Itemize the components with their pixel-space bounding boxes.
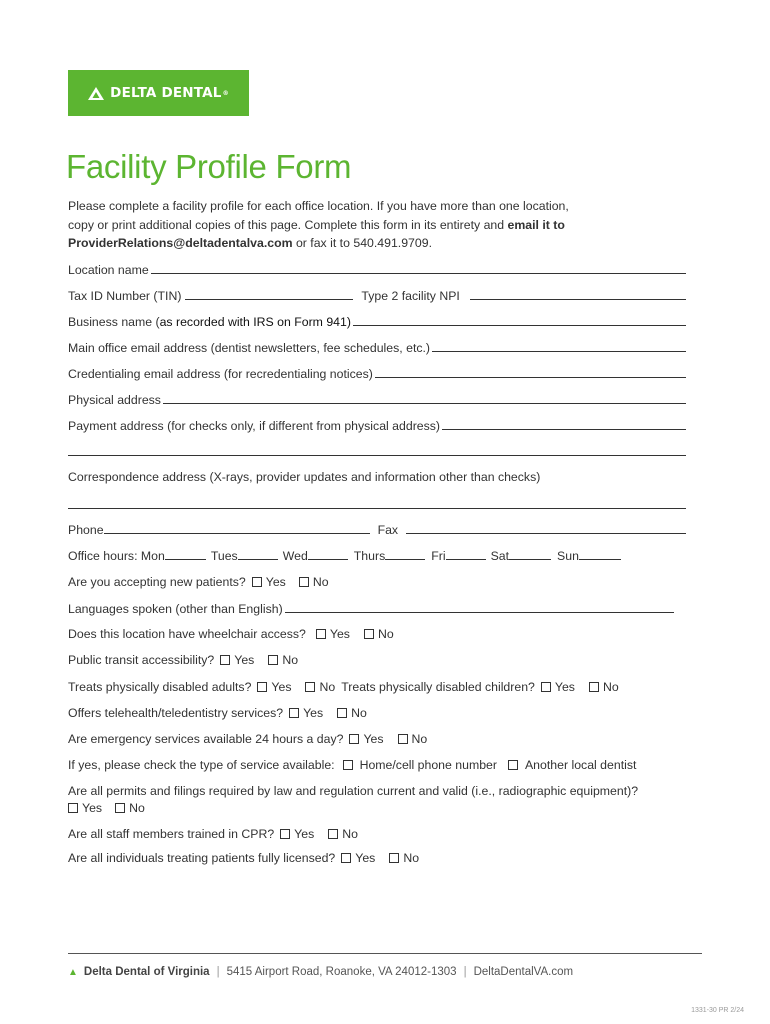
hours-mon-field[interactable] — [165, 548, 206, 560]
cred-email-field[interactable] — [375, 366, 686, 378]
new-patients-question: Are you accepting new patients? — [68, 575, 246, 589]
permits-row — [68, 784, 708, 800]
licensed-row — [68, 851, 686, 867]
no-label: No — [342, 827, 358, 841]
footer-org: Delta Dental of Virginia — [83, 966, 210, 978]
payment-address-row — [68, 418, 686, 434]
tax-id-field[interactable] — [185, 288, 353, 300]
delta-triangle-icon — [88, 87, 104, 100]
transit-row — [68, 653, 686, 669]
checkbox[interactable] — [280, 829, 290, 839]
telehealth-no[interactable] — [337, 706, 367, 720]
yes-label: Yes — [234, 653, 255, 667]
hours-sat-label: Sat — [490, 549, 510, 563]
footer — [68, 966, 573, 978]
intro-email-emphasis: email it to — [507, 217, 565, 232]
emergency-row — [68, 732, 686, 748]
disabled-row — [68, 680, 686, 696]
permits-no[interactable] — [115, 801, 145, 815]
checkbox[interactable] — [349, 734, 359, 744]
hours-sun-label: Sun — [557, 549, 579, 563]
location-name-label: Location name — [68, 263, 149, 277]
disabled-children-no[interactable] — [589, 680, 619, 694]
checkbox[interactable] — [508, 760, 518, 770]
phone-field[interactable] — [104, 522, 370, 534]
tin-npi-row — [68, 288, 686, 304]
permits-options-row — [68, 801, 686, 817]
languages-label: Languages spoken (other than English) — [68, 602, 283, 616]
footer-website[interactable]: DeltaDentalVA.com — [473, 966, 574, 978]
checkbox[interactable] — [220, 655, 230, 665]
hours-thu-field[interactable] — [385, 548, 425, 560]
footer-separator: | — [216, 966, 220, 978]
main-email-row — [68, 340, 686, 356]
no-label: No — [411, 732, 428, 746]
wheelchair-row — [68, 627, 686, 643]
disabled-children-question: Treats physically disabled children? — [341, 680, 535, 694]
yes-label: Yes — [265, 575, 286, 589]
business-name-label: Business name ( — [68, 315, 160, 329]
intro-paragraph — [68, 197, 688, 253]
payment-address-label: Payment address (for checks only, if different from physical address) — [68, 419, 441, 433]
yes-label: Yes — [329, 627, 350, 641]
business-name-note: as recorded with IRS on Form 941) — [159, 315, 351, 329]
location-name-row — [68, 262, 686, 278]
checkbox[interactable] — [328, 829, 338, 839]
hours-sun-field[interactable] — [579, 548, 621, 560]
no-label: No — [319, 680, 336, 694]
emergency-question: Are emergency services available 24 hours a day? — [68, 732, 344, 746]
checkbox[interactable] — [115, 803, 125, 813]
new-patients-no[interactable] — [299, 575, 329, 589]
cred-email-label: Credentialing email address (for recredentialing notices) — [68, 367, 373, 381]
business-name-field[interactable] — [353, 314, 686, 326]
new-patients-row — [68, 575, 686, 591]
npi-field[interactable] — [470, 288, 686, 300]
licensed-no[interactable] — [389, 851, 419, 865]
payment-address-line-2[interactable] — [68, 455, 686, 456]
cred-email-row — [68, 366, 686, 382]
checkbox[interactable] — [398, 734, 408, 744]
correspondence-field[interactable] — [68, 508, 686, 509]
disabled-adults-question: Treats physically disabled adults? — [68, 680, 252, 694]
fax-text: or fax it to 540.491.9709. — [292, 236, 432, 250]
emergency-no[interactable] — [398, 732, 428, 746]
yes-label: Yes — [271, 680, 292, 694]
fax-label: Fax — [377, 523, 399, 537]
hours-tue-label: Tues — [210, 549, 238, 563]
hours-thu-label: Thurs — [353, 549, 386, 563]
permits-question: Are all permits and filings required by law and regulation current and valid (i.e., radiographic equipment)? — [68, 784, 639, 798]
disabled-adults-no[interactable] — [305, 680, 335, 694]
no-label: No — [351, 706, 367, 720]
no-label: No — [377, 627, 394, 641]
no-label: No — [403, 851, 420, 865]
fax-field[interactable] — [406, 522, 686, 534]
intro-line-1: Please complete a facility profile for each office location. If you have more than one location, — [68, 199, 569, 213]
checkbox[interactable] — [68, 803, 78, 813]
checkbox[interactable] — [541, 682, 551, 692]
main-email-label: Main office email address (dentist newsletters, fee schedules, etc.) — [68, 341, 431, 355]
service-opt1-label: Home/cell phone number — [359, 758, 497, 772]
transit-no[interactable] — [268, 653, 298, 667]
checkbox[interactable] — [268, 655, 278, 665]
intro-line-2 — [68, 216, 688, 235]
business-name-row — [68, 314, 686, 330]
service-local-dentist[interactable] — [508, 758, 636, 772]
wheelchair-yes[interactable] — [316, 627, 350, 641]
checkbox[interactable] — [389, 853, 399, 863]
permits-yes[interactable] — [68, 801, 102, 815]
checkbox[interactable] — [343, 760, 353, 770]
hours-tue-field[interactable] — [238, 548, 278, 560]
checkbox[interactable] — [337, 708, 347, 718]
intro-line-3 — [68, 234, 688, 253]
telehealth-yes[interactable] — [289, 706, 323, 720]
languages-row — [68, 601, 674, 617]
form-code: 1331-30 PR 2/24 — [691, 1007, 744, 1014]
service-opt2-label: Another local dentist — [524, 758, 637, 772]
npi-label: Type 2 facility NPI — [361, 289, 460, 303]
telehealth-row — [68, 706, 686, 722]
service-type-row — [68, 758, 686, 774]
checkbox[interactable] — [257, 682, 267, 692]
checkbox[interactable] — [364, 629, 374, 639]
checkbox[interactable] — [341, 853, 351, 863]
new-patients-yes[interactable] — [252, 575, 286, 589]
hours-mon-label: Office hours: Mon — [68, 549, 165, 563]
licensed-question: Are all individuals treating patients fully licensed? — [68, 851, 336, 865]
main-email-field[interactable] — [432, 340, 686, 352]
emergency-yes[interactable] — [349, 732, 383, 746]
no-label: No — [602, 680, 619, 694]
physical-address-field[interactable] — [163, 392, 686, 404]
intro-text: copy or print additional copies of this page. Complete this form in its entirety and — [68, 217, 508, 232]
checkbox[interactable] — [316, 629, 326, 639]
phone-fax-row — [68, 522, 686, 538]
yes-label: Yes — [363, 732, 384, 746]
hours-wed-label: Wed — [282, 549, 308, 563]
checkbox[interactable] — [299, 577, 309, 587]
footer-address: 5415 Airport Road, Roanoke, VA 24012-1303 — [226, 966, 457, 978]
physical-address-row — [68, 392, 686, 408]
footer-separator: | — [463, 966, 467, 978]
yes-label: Yes — [82, 801, 103, 815]
yes-label: Yes — [294, 827, 315, 841]
wheelchair-question: Does this location have wheelchair access? — [68, 627, 306, 641]
yes-label: Yes — [554, 680, 575, 694]
disabled-adults-yes[interactable] — [257, 680, 291, 694]
disabled-children-yes[interactable] — [541, 680, 575, 694]
provider-relations-email[interactable]: ProviderRelations@deltadentalva.com — [68, 236, 293, 250]
checkbox[interactable] — [289, 708, 299, 718]
yes-label: Yes — [303, 706, 324, 720]
hours-fri-label: Fri — [431, 549, 446, 563]
payment-address-field[interactable] — [442, 418, 686, 430]
office-hours-row — [68, 548, 686, 564]
no-label: No — [282, 653, 299, 667]
cpr-row — [68, 827, 686, 843]
delta-triangle-icon: ▲ — [68, 966, 78, 978]
transit-question: Public transit accessibility? — [68, 653, 215, 667]
no-label: No — [312, 575, 329, 589]
brand-name: DELTA DENTAL — [110, 85, 222, 101]
delta-dental-logo — [68, 70, 249, 116]
service-type-question: If yes, please check the type of service available: — [68, 758, 335, 772]
tax-id-label: Tax ID Number (TIN) — [68, 289, 182, 303]
service-home-cell[interactable] — [343, 758, 497, 772]
licensed-yes[interactable] — [341, 851, 375, 865]
hours-fri-field[interactable] — [446, 548, 486, 560]
checkbox[interactable] — [589, 682, 599, 692]
wheelchair-no[interactable] — [364, 627, 394, 641]
cpr-yes[interactable] — [280, 827, 314, 841]
hours-sat-field[interactable] — [509, 548, 551, 560]
transit-yes[interactable] — [220, 653, 254, 667]
phone-label: Phone — [68, 523, 104, 537]
checkbox[interactable] — [252, 577, 262, 587]
checkbox[interactable] — [305, 682, 315, 692]
location-name-field[interactable] — [151, 262, 686, 274]
languages-field[interactable] — [285, 601, 674, 613]
correspondence-label: Correspondence address (X-rays, provider updates and information other than checks) — [68, 470, 541, 484]
no-label: No — [129, 801, 145, 815]
telehealth-question: Offers telehealth/teledentistry services? — [68, 706, 284, 720]
correspondence-row — [68, 470, 686, 486]
cpr-no[interactable] — [328, 827, 358, 841]
page-title: Facility Profile Form — [66, 148, 352, 185]
hours-wed-field[interactable] — [308, 548, 348, 560]
cpr-question: Are all staff members trained in CPR? — [68, 827, 275, 841]
footer-divider — [68, 953, 702, 954]
yes-label: Yes — [355, 851, 376, 865]
physical-address-label: Physical address — [68, 393, 161, 407]
registered-mark: ® — [222, 89, 229, 97]
